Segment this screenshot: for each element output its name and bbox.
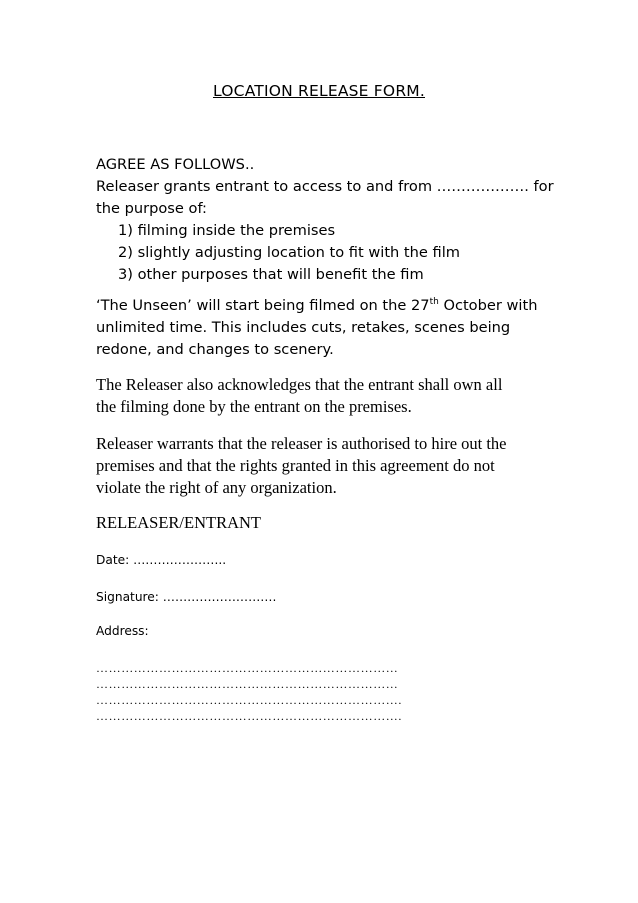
agree-heading: AGREE AS FOLLOWS..	[96, 156, 255, 173]
unseen-paragraph	[96, 295, 546, 361]
agree-line-1: Releaser grants entrant to access to and from ………………. for	[96, 178, 554, 195]
address-line-4: ……………………………………………………………….	[96, 709, 402, 723]
warrant-paragraph	[96, 433, 546, 499]
acknowledgement-paragraph	[96, 374, 546, 418]
ordinal-suffix: th	[429, 297, 439, 308]
agree-line-2: the purpose of:	[96, 200, 207, 217]
ack-line-2: the filming done by the entrant on the premises.	[96, 397, 412, 416]
unseen-line-1-end: October with	[438, 297, 538, 314]
document-title: LOCATION RELEASE FORM.	[212, 82, 425, 100]
releaser-entrant-heading: RELEASER/ENTRANT	[96, 513, 261, 532]
unseen-line-3: redone, and changes to scenery.	[96, 341, 334, 358]
address-label: Address:	[96, 624, 149, 638]
unseen-line-2: unlimited time. This includes cuts, retakes, scenes being	[96, 319, 511, 336]
purpose-item-3: 3) other purposes that will benefit the fim	[118, 266, 424, 283]
address-lines	[96, 660, 546, 724]
warrant-line-2: premises and that the rights granted in this agreement do not	[96, 456, 495, 475]
warrant-line-3: violate the right of any organization.	[96, 478, 337, 497]
unseen-line-1-start: ‘The Unseen’ will start being filmed on the 27	[96, 297, 430, 314]
purpose-item-1: 1) filming inside the premises	[118, 222, 336, 239]
address-line-2: ………………………………………………………………	[96, 677, 399, 691]
unseen-line-1	[96, 295, 546, 317]
signature-field: Signature: ……………………….	[96, 590, 277, 604]
date-field: Date: …………………..	[96, 553, 227, 567]
address-line-1: ………………………………………………………………	[96, 661, 399, 675]
purpose-item-2: 2) slightly adjusting location to fit with the film	[118, 244, 460, 261]
address-line-3: ……………………………………………………………….	[96, 693, 402, 707]
warrant-line-1: Releaser warrants that the releaser is authorised to hire out the	[96, 434, 507, 453]
agree-section	[96, 154, 554, 286]
ack-line-1: The Releaser also acknowledges that the entrant shall own all	[96, 375, 503, 394]
